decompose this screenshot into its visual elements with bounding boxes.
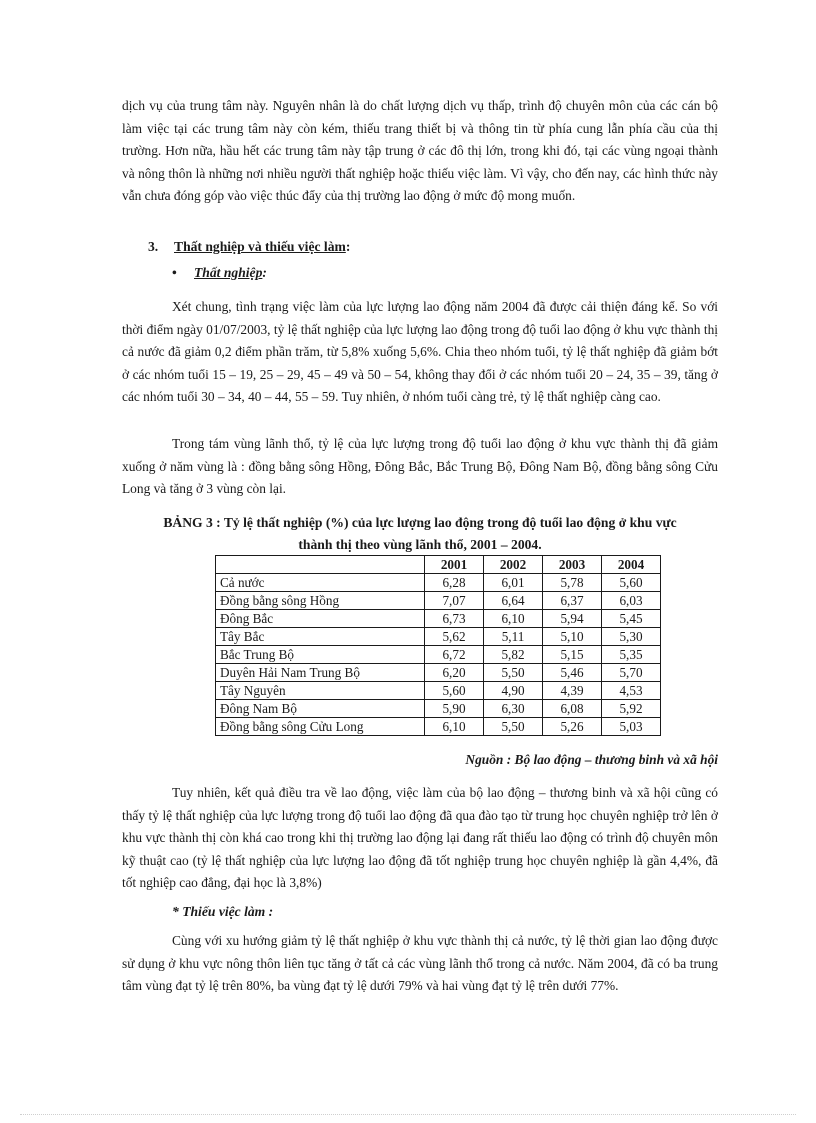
value-cell: 6,64 <box>484 592 543 610</box>
region-cell: Tây Bắc <box>216 628 425 646</box>
value-cell: 5,60 <box>602 574 661 592</box>
table-source: Nguồn : Bộ lao động – thương binh và xã hội <box>465 752 718 767</box>
value-cell: 6,10 <box>484 610 543 628</box>
value-cell: 5,45 <box>602 610 661 628</box>
value-cell: 6,10 <box>425 718 484 736</box>
table-row <box>216 664 661 682</box>
table-row <box>216 718 661 736</box>
paragraph-underemployment: Cùng với xu hướng giảm tỷ lệ thất nghiệp ở khu vực thành thị cả nước, tỷ lệ thời gian lao động được sử dụng ở khu vực nông thôn liên tục tăng ở tất cả các vùng lãnh thổ trong cả nước. Năm 2004, đã có ba trung tâm vùng đạt tỷ lệ trên 80%, ba vùng đạt tỷ lệ dưới 79% và hai vùng đạt tỷ lệ trên dưới 77%. <box>122 933 718 994</box>
region-cell: Duyên Hải Nam Trung Bộ <box>216 664 425 682</box>
value-cell: 6,20 <box>425 664 484 682</box>
unemployment-table <box>215 555 661 736</box>
value-cell: 4,90 <box>484 682 543 700</box>
value-cell: 4,39 <box>543 682 602 700</box>
region-cell: Đông Bắc <box>216 610 425 628</box>
section-colon: : <box>345 239 351 254</box>
region-cell: Cả nước <box>216 574 425 592</box>
value-cell: 5,50 <box>484 664 543 682</box>
table-title-line-2: thành thị theo vùng lãnh thổ, 2001 – 2004. <box>298 537 542 552</box>
section-heading <box>148 239 350 255</box>
table-row <box>216 628 661 646</box>
value-cell: 6,03 <box>602 592 661 610</box>
paragraph-unemployment-overview: Xét chung, tình trạng việc làm của lực lượng lao động năm 2004 đã được cải thiện đáng kể. So với thời điểm ngày 01/07/2003, tỷ lệ thất nghiệp của lực lượng lao động trong độ tuổi lao động ở khu vực thành thị cả nước đã giảm 0,2 điểm phần trăm, từ 5,8% xuống 5,6%. Chia theo nhóm tuổi, tỷ lệ thất nghiệp đã giảm bớt ở các nhóm tuổi 15 – 19, 25 – 29, 45 – 49 và 50 – 54, không thay đổi ở các nhóm tuổi 20 – 24, 35 – 39, tăng ở các nhóm tuổi 30 – 34, 40 – 44, 55 – 59. Tuy nhiên, ở nhóm tuổi càng trẻ, tỷ lệ thất nghiệp càng cao. <box>122 299 718 405</box>
bullet-icon: • <box>172 265 177 280</box>
region-cell: Đồng bằng sông Hồng <box>216 592 425 610</box>
table-row <box>216 574 661 592</box>
value-cell: 5,50 <box>484 718 543 736</box>
value-cell: 5,35 <box>602 646 661 664</box>
section-number: 3. <box>148 239 159 254</box>
value-cell: 5,11 <box>484 628 543 646</box>
underemployment-heading: * Thiếu việc làm : <box>172 904 274 919</box>
value-cell: 7,07 <box>425 592 484 610</box>
intro-paragraph: dịch vụ của trung tâm này. Nguyên nhân là do chất lượng dịch vụ thấp, trình độ chuyên môn của các cán bộ làm việc tại các trung tâm này còn kém, thiếu trang thiết bị và thông tin từ phía cung lẫn phía cầu của thị trường. Hơn nữa, hầu hết các trung tâm này tập trung ở các đô thị lớn, trong khi đó, tại các vùng ngoại thành và nông thôn là những nơi nhiều người thất nghiệp hoặc thiếu việc làm. Vì vậy, cho đến nay, các hình thức này vẫn chưa đóng góp vào việc thúc đẩy của thị trường lao động ở mức độ mong muốn. <box>122 98 718 204</box>
table-header-year: 2001 <box>425 556 484 574</box>
value-cell: 5,92 <box>602 700 661 718</box>
value-cell: 6,30 <box>484 700 543 718</box>
section-title: Thất nghiệp và thiếu việc làm <box>174 239 346 254</box>
table-row <box>216 592 661 610</box>
table-row <box>216 700 661 718</box>
table-header-year: 2004 <box>602 556 661 574</box>
bullet-title: Thất nghiệp <box>194 265 263 280</box>
table-row <box>216 682 661 700</box>
value-cell: 5,90 <box>425 700 484 718</box>
value-cell: 5,15 <box>543 646 602 664</box>
table-header-year: 2003 <box>543 556 602 574</box>
paragraph-regions: Trong tám vùng lãnh thổ, tỷ lệ của lực lượng trong độ tuổi lao động ở khu vực thành thị đã giảm xuống ở năm vùng là : đồng bằng sông Hồng, Đông Bắc, Bắc Trung Bộ, Đông Nam Bộ, đồng bằng sông Cửu Long và tăng ở 3 vùng còn lại. <box>122 436 718 497</box>
value-cell: 6,08 <box>543 700 602 718</box>
value-cell: 5,78 <box>543 574 602 592</box>
value-cell: 5,10 <box>543 628 602 646</box>
value-cell: 5,70 <box>602 664 661 682</box>
region-cell: Bắc Trung Bộ <box>216 646 425 664</box>
value-cell: 5,62 <box>425 628 484 646</box>
bullet-heading <box>172 265 267 281</box>
paragraph-trained-labor: Tuy nhiên, kết quả điều tra về lao động, việc làm của bộ lao động – thương binh và xã hội cũng có thấy tỷ lệ thất nghiệp của lực lượng trong độ tuổi lao động đã qua đào tạo từ trung học chuyên nghiệp trở lên ở khu vực thành thị còn khá cao trong khi thị trường lao động lại đang rất thiếu lao động có trình độ chuyên môn kỹ thuật cao (tỷ lệ thất nghiệp của lực lượng lao động đã tốt nghiệp trung học chuyên nghiệp là gần 4,4%, đã tốt nghiệp cao đẳng, đại học là 3,8%) <box>122 785 718 891</box>
value-cell: 5,46 <box>543 664 602 682</box>
value-cell: 5,26 <box>543 718 602 736</box>
table-header-row <box>216 556 661 574</box>
value-cell: 5,30 <box>602 628 661 646</box>
value-cell: 6,73 <box>425 610 484 628</box>
table-row <box>216 646 661 664</box>
region-cell: Đồng bằng sông Cửu Long <box>216 718 425 736</box>
table-header-corner <box>216 556 425 574</box>
table-row <box>216 610 661 628</box>
value-cell: 6,01 <box>484 574 543 592</box>
value-cell: 6,28 <box>425 574 484 592</box>
page-footer-divider <box>20 1114 796 1115</box>
table-title-line-1: BẢNG 3 : Tỷ lệ thất nghiệp (%) của lực lượng lao động trong độ tuổi lao động ở khu vực <box>163 515 677 530</box>
region-cell: Tây Nguyên <box>216 682 425 700</box>
value-cell: 6,37 <box>543 592 602 610</box>
region-cell: Đông Nam Bộ <box>216 700 425 718</box>
value-cell: 5,60 <box>425 682 484 700</box>
value-cell: 5,94 <box>543 610 602 628</box>
value-cell: 5,03 <box>602 718 661 736</box>
value-cell: 6,72 <box>425 646 484 664</box>
table-title <box>100 512 740 556</box>
table-header-year: 2002 <box>484 556 543 574</box>
bullet-colon: : <box>262 265 267 280</box>
value-cell: 4,53 <box>602 682 661 700</box>
value-cell: 5,82 <box>484 646 543 664</box>
